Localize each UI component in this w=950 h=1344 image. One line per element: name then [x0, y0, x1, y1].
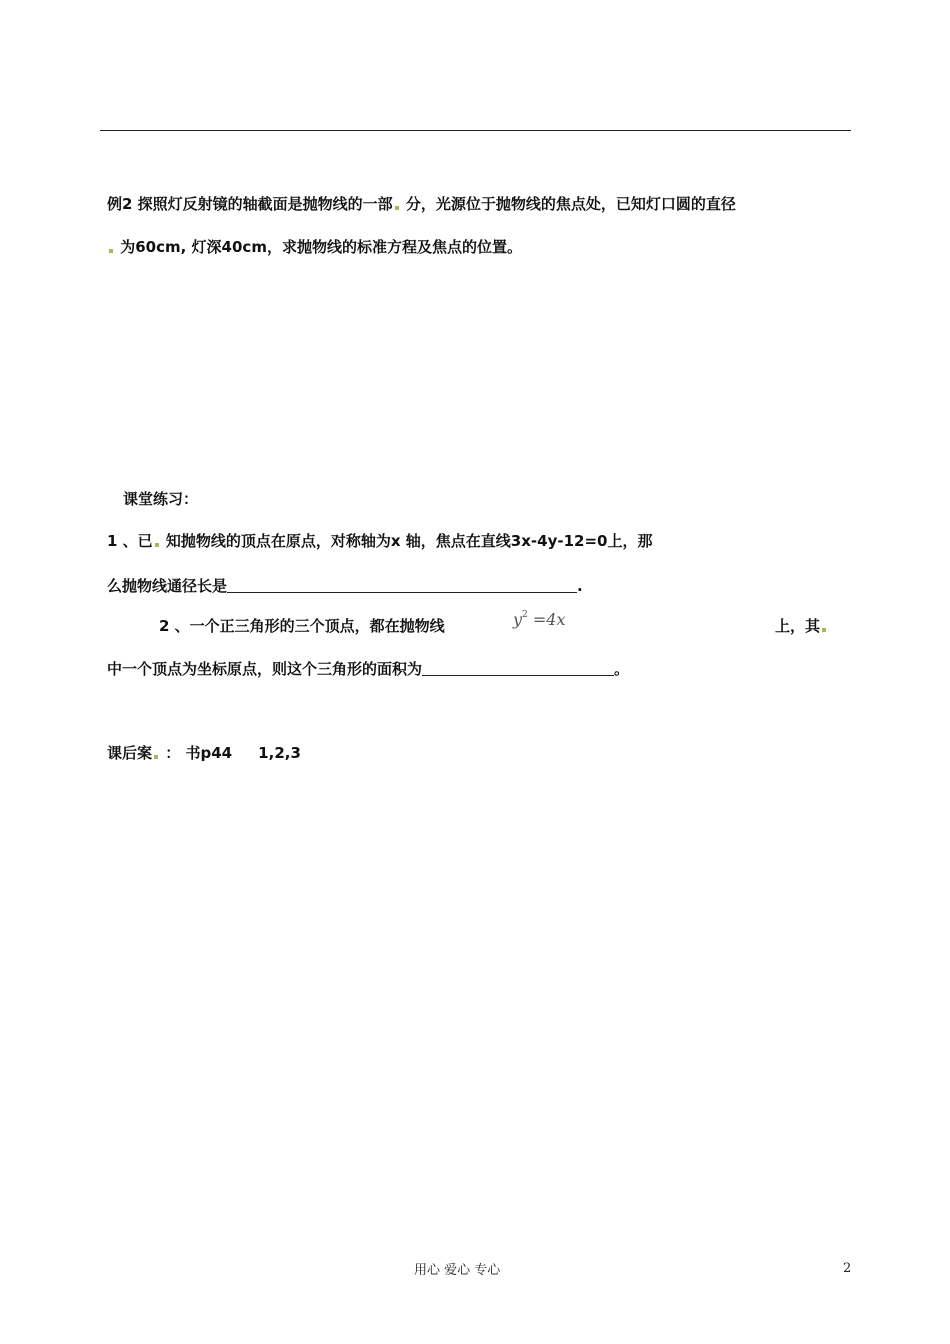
formula-exponent: 2 [522, 610, 528, 620]
practice-q2-line1: 2 、一个正三角形的三个顶点，都在抛物线 [159, 617, 445, 635]
marker-dot [155, 543, 159, 547]
marker-dot [822, 628, 826, 632]
page-number: 2 [843, 1261, 852, 1276]
example2-text-b: 分，光源位于抛物线的焦点处，已知灯口圆的直径 [400, 195, 736, 213]
formula-base: y [513, 610, 523, 629]
q1-text-c: 么抛物线通径长是 [107, 577, 228, 595]
q1-text-a: 1 、已 [107, 532, 153, 550]
q2-answer-blank[interactable] [422, 661, 614, 676]
practice-heading: 课堂练习： [123, 490, 199, 508]
homework-rest: ： 书p44 1,2,3 [160, 744, 301, 762]
example2-text-c: 为60cm, 灯深40cm，求抛物线的标准方程及焦点的位置。 [120, 238, 522, 256]
parabola-formula [513, 610, 565, 629]
footer-text: 用心 爱心 专心 [414, 1263, 501, 1278]
q1-answer-blank[interactable] [227, 578, 577, 593]
practice-q2-line1-end [775, 616, 828, 636]
marker-dot [109, 249, 113, 253]
q1-text-end: . [577, 577, 583, 595]
q1-text-b: 知抛物线的顶点在原点，对称轴为x 轴，焦点在直线3x-4y-12=0上，那 [160, 532, 653, 550]
example2-line2 [107, 237, 522, 257]
practice-q2-line2 [107, 659, 629, 679]
marker-dot [154, 755, 158, 759]
example2-text-a: 例2 探照灯反射镜的轴截面是抛物线的一部 [107, 195, 393, 213]
homework-label: 课后案 [107, 744, 153, 762]
header-rule [100, 130, 851, 131]
formula-rest: =4x [527, 610, 566, 629]
q2-text-c: 中一个顶点为坐标原点，则这个三角形的面积为 [107, 660, 423, 678]
homework-line [107, 743, 301, 763]
q2-text-b: 上，其 [775, 617, 821, 635]
practice-q1-line2 [107, 576, 583, 596]
example2-line1 [107, 194, 736, 214]
marker-dot [395, 206, 399, 210]
practice-q1-line1 [107, 531, 652, 551]
q2-text-end: 。 [614, 660, 630, 678]
